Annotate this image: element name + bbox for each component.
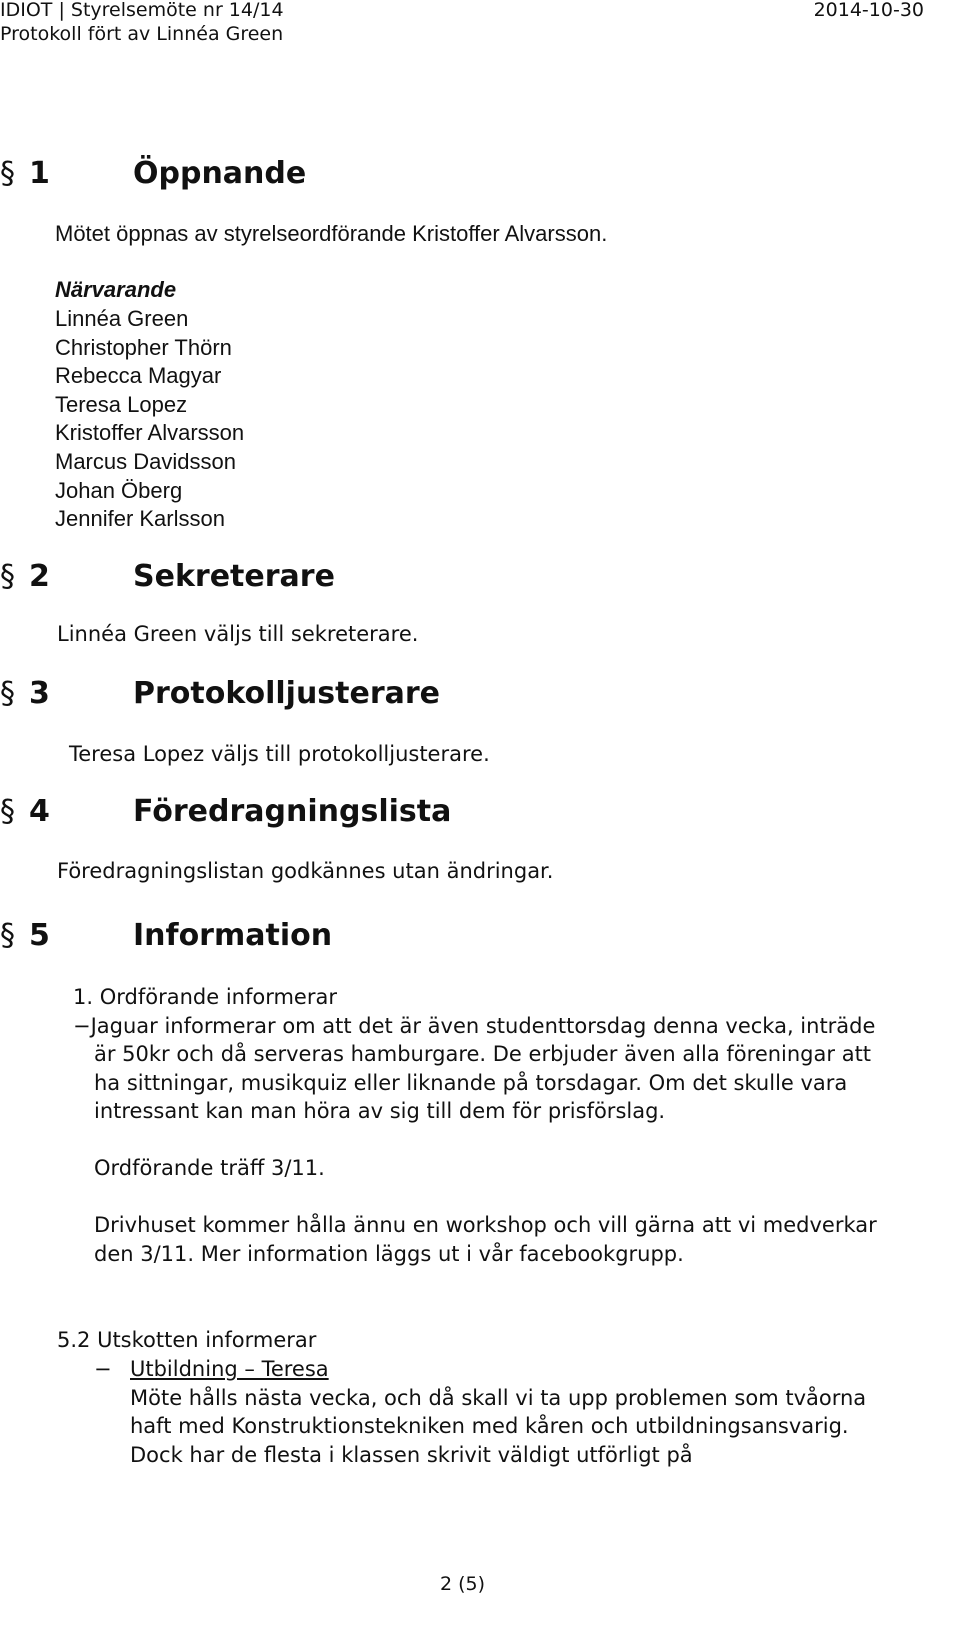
section-number: § 4: [0, 794, 50, 829]
section-title: Föredragningslista: [133, 794, 452, 829]
header-author: Protokoll fört av Linnéa Green: [0, 23, 284, 45]
paragraph-line: den 3/11. Mer information läggs ut i vår facebookgrupp.: [94, 1242, 684, 1266]
attendee: Teresa Lopez: [55, 392, 188, 417]
attendees-label: Närvarande: [55, 277, 177, 302]
section-symbol: §: [0, 156, 15, 191]
section-title: Öppnande: [133, 156, 307, 191]
bullet-dash: −: [94, 1357, 112, 1381]
section-number: § 1: [0, 156, 50, 191]
section-symbol: §: [0, 559, 15, 594]
section-symbol: §: [0, 918, 15, 953]
paragraph-line: ha sittningar, musikquiz eller liknande på torsdagar. Om det skulle vara: [94, 1071, 848, 1095]
section-number: § 3: [0, 676, 50, 711]
section-number: § 5: [0, 918, 50, 953]
section-title: Sekreterare: [133, 559, 335, 594]
paragraph-line: Möte hålls nästa vecka, och då skall vi ta upp problemen som tvåorna: [130, 1386, 867, 1410]
paragraph-line: haft med Konstruktionstekniken med kåren och utbildningsansvarig.: [130, 1414, 849, 1438]
section-number: § 2: [0, 559, 50, 594]
section-title: Protokolljusterare: [133, 676, 441, 711]
attendee: Kristoffer Alvarsson: [55, 420, 245, 445]
section-text: Föredragningslistan godkännes utan ändringar.: [57, 859, 554, 883]
paragraph-line: Ordförande träff 3/11.: [94, 1156, 325, 1180]
attendee: Rebecca Magyar: [55, 363, 222, 388]
attendee: Marcus Davidsson: [55, 449, 236, 474]
paragraph-line: Dock har de flesta i klassen skrivit väldigt utförligt på: [130, 1443, 693, 1467]
subsection-heading: 1. Ordförande informerar: [73, 985, 337, 1009]
paragraph-line: Drivhuset kommer hålla ännu en workshop och vill gärna att vi medverkar: [94, 1213, 877, 1237]
paragraph-line: intressant kan man höra av sig till dem för prisförslag.: [94, 1099, 666, 1123]
subsection-heading: 5.2 Utskotten informerar: [57, 1328, 317, 1352]
paragraph-line: är 50kr och då serveras hamburgare. De erbjuder även alla föreningar att: [94, 1042, 872, 1066]
section-symbol: §: [0, 794, 15, 829]
paragraph-line: −Jaguar informerar om att det är även studenttorsdag denna vecka, inträde: [73, 1014, 876, 1038]
attendee: Jennifer Karlsson: [55, 506, 225, 531]
header-title: IDIOT | Styrelsemöte nr 14/14: [0, 0, 284, 21]
section-symbol: §: [0, 676, 15, 711]
section-text: Mötet öppnas av styrelseordförande Kristoffer Alvarsson.: [55, 221, 608, 246]
section-text: Linnéa Green väljs till sekreterare.: [57, 622, 419, 646]
attendee: Johan Öberg: [55, 478, 183, 503]
header-date: 2014-10-30: [813, 0, 924, 21]
page-number: 2 (5): [440, 1573, 486, 1595]
subheading-underlined: Utbildning – Teresa: [130, 1357, 329, 1381]
attendee: Christopher Thörn: [55, 335, 232, 360]
section-title: Information: [133, 918, 333, 953]
attendee: Linnéa Green: [55, 306, 189, 331]
section-text: Teresa Lopez väljs till protokolljusterare.: [69, 742, 490, 766]
